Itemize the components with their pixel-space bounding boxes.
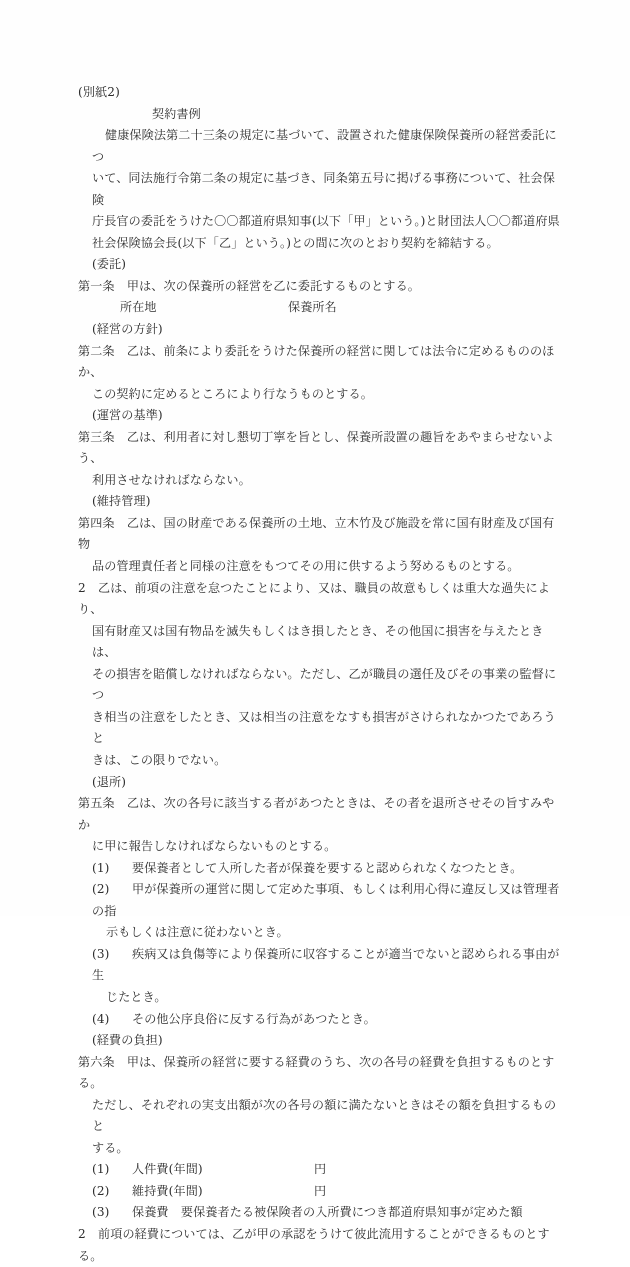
cost-item-marker: (2) bbox=[92, 1183, 110, 1198]
cost-item bbox=[92, 1159, 562, 1181]
facility-table-row bbox=[120, 297, 562, 319]
list-item bbox=[92, 1009, 562, 1031]
list-item-continuation: 示もしくは注意に従わないとき。 bbox=[106, 925, 289, 940]
article-4-paragraph-2-line: 2 乙は、前項の注意を怠つたことにより、又は、職員の故意もしくは重大な過失により、 bbox=[78, 580, 550, 617]
list-item-text: その他公序良俗に反する行為があつたとき。 bbox=[132, 1011, 376, 1026]
article-caption-2: (経営の方針) bbox=[92, 322, 163, 337]
cost-item-marker: (3) bbox=[92, 1205, 110, 1220]
article-line-2: 第二条 乙は、前条により委託をうけた保養所の経営に関しては法令に定めるもののほか、 bbox=[78, 343, 555, 380]
cost-item-label: 保養費 要保養者たる被保険者の入所費につき都道府県知事が定めた額 bbox=[132, 1205, 523, 1220]
article-line-5: 第五条 乙は、次の各号に該当する者があつたときは、その者を退所させその旨すみやか bbox=[78, 796, 555, 832]
list-item-continuation: じたとき。 bbox=[106, 989, 167, 1004]
article-line-6: ただし、それぞれの実支出額が次の各号の額に満たないときはその額を負担するものと bbox=[92, 1097, 557, 1134]
list-item-marker: (2) bbox=[92, 882, 110, 897]
list-item-text: 要保養者として入所した者が保養を要すると認められなくなつたとき。 bbox=[132, 860, 523, 875]
document-body bbox=[78, 82, 562, 1267]
facility-location-header: 所在地 bbox=[120, 300, 157, 315]
cost-item bbox=[92, 1202, 562, 1224]
article-caption-5: (退所) bbox=[92, 774, 127, 789]
cost-item bbox=[92, 1181, 562, 1203]
list-item bbox=[92, 944, 562, 987]
list-item-marker: (1) bbox=[92, 860, 110, 875]
article-line-1: 第一条 甲は、次の保養所の経営を乙に委託するものとする。 bbox=[78, 278, 421, 293]
list-item bbox=[92, 858, 562, 880]
facility-name-header: 保養所名 bbox=[288, 300, 337, 315]
preamble-line: 社会保険協会長(以下「乙」という。)との間に次のとおり契約を締結する。 bbox=[92, 235, 499, 250]
article-caption-4: (維持管理) bbox=[92, 494, 151, 509]
list-item-marker: (3) bbox=[92, 946, 110, 961]
article-4-paragraph-2-line: 国有財産又は国有物品を滅失もしくはき損したとき、その他国に損害を与えたときは、 bbox=[92, 623, 544, 660]
article-line-2: この契約に定めるところにより行なうものとする。 bbox=[92, 386, 373, 401]
article-line-3: 利用させなければならない。 bbox=[92, 472, 251, 487]
cost-item-label: 維持費(年間) bbox=[132, 1183, 203, 1198]
article-line-6: する。 bbox=[92, 1140, 129, 1155]
list-item-marker: (4) bbox=[92, 1011, 110, 1026]
list-item-text: 甲が保養所の運営に関して定めた事項、もしくは利用心得に違反し又は管理者の指 bbox=[92, 882, 560, 918]
attachment-label: (別紙2) bbox=[78, 85, 120, 99]
article-line-4: 第四条 乙は、国の財産である保養所の土地、立木竹及び施設を常に国有財産及び国有物 bbox=[78, 515, 555, 552]
article-line-5: に甲に報告しなければならないものとする。 bbox=[92, 839, 337, 854]
cost-item-marker: (1) bbox=[92, 1162, 110, 1177]
article-caption-1: (委託) bbox=[92, 257, 127, 272]
article-caption-6: (経費の負担) bbox=[92, 1033, 163, 1048]
preamble-line: 庁長官の委託をうけた〇〇都道府県知事(以下「甲」という。)と財団法人〇〇都道府県 bbox=[92, 214, 560, 229]
preamble-line: 健康保険法第二十三条の規定に基づいて、設置された健康保険保養所の経営委託につ bbox=[92, 128, 557, 164]
article-4-paragraph-2-line: き相当の注意をしたとき、又は相当の注意をなすも損害がさけられなかつたであろうと bbox=[92, 709, 556, 746]
article-line-4: 品の管理責任者と同様の注意をもつてその用に供するよう努めるものとする。 bbox=[92, 559, 520, 574]
article-4-paragraph-2-line: その損害を賠償しなければならない。ただし、乙が職員の選任及びその事業の監督につ bbox=[92, 666, 557, 703]
document-title: 契約書例 bbox=[152, 106, 201, 121]
list-item-text: 疾病又は負傷等により保養所に収容することが適当でないと認められる事由が生 bbox=[92, 946, 560, 983]
article-caption-3: (運営の基準) bbox=[92, 408, 163, 423]
preamble-line: いて、同法施行令第二条の規定に基づき、同条第五号に掲げる事務について、社会保険 bbox=[92, 171, 555, 207]
article-6-paragraph-2-line: 2 前項の経費については、乙が甲の承認をうけて彼此流用することができるものとする。 bbox=[78, 1226, 550, 1263]
cost-item-unit: 円 bbox=[314, 1183, 327, 1198]
article-line-3: 第三条 乙は、利用者に対し懇切丁寧を旨とし、保養所設置の趣旨をあやまらせないよう、 bbox=[78, 429, 555, 466]
article-4-paragraph-2-line: きは、この限りでない。 bbox=[92, 752, 227, 767]
cost-item-label: 人件費(年間) bbox=[132, 1162, 203, 1177]
cost-item-unit: 円 bbox=[314, 1162, 327, 1177]
article-line-6: 第六条 甲は、保養所の経営に要する経費のうち、次の各号の経費を負担するものとする。 bbox=[78, 1054, 555, 1091]
